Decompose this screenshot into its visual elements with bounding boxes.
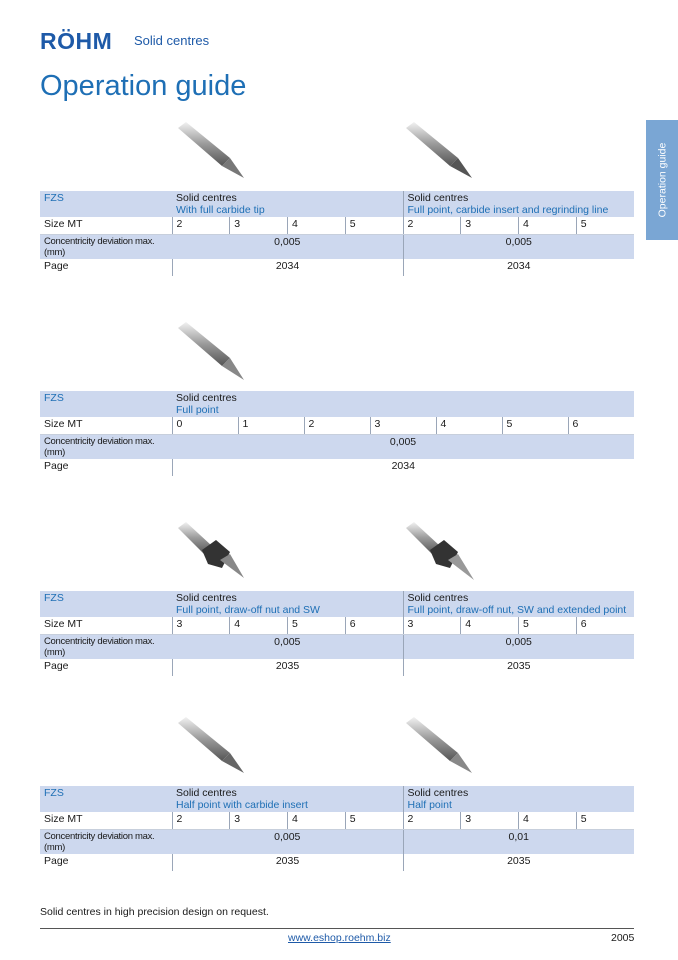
spec-table-4 [40, 786, 634, 871]
concentricity-value: 0,01 [403, 829, 634, 854]
group-title: Solid centres Half point [403, 786, 634, 812]
page-label: Page [40, 459, 172, 476]
size-cell: 6 [576, 617, 634, 634]
size-cell: 4 [436, 417, 502, 434]
page-ref[interactable]: 2034 [172, 459, 634, 476]
size-cell: 3 [172, 617, 230, 634]
size-label: Size MT [40, 417, 172, 434]
spec-table-1 [40, 191, 634, 276]
eshop-link[interactable]: www.eshop.roehm.biz [288, 932, 391, 944]
code-cell: FZS [40, 786, 172, 812]
page-ref[interactable]: 2034 [403, 259, 634, 276]
group-title: Solid centres Half point with carbide insert [172, 786, 403, 812]
page-title: Operation guide [40, 70, 247, 102]
concentricity-value: 0,005 [172, 434, 634, 459]
product-image-half-point-carbide [172, 715, 262, 785]
section-label: Solid centres [134, 33, 210, 48]
size-label: Size MT [40, 617, 172, 634]
spec-table-3 [40, 591, 634, 676]
concentricity-label: Concentricity deviation max. (mm) [40, 234, 172, 259]
size-cell: 3 [370, 417, 436, 434]
size-cell: 5 [345, 812, 403, 829]
concentricity-label: Concentricity deviation max. (mm) [40, 634, 172, 659]
page-label: Page [40, 659, 172, 676]
size-cell: 5 [576, 217, 634, 234]
size-cell: 4 [519, 217, 577, 234]
concentricity-value: 0,005 [172, 634, 403, 659]
group-title: Solid centres Full point [172, 391, 634, 417]
roehm-logo: RÖHM [40, 28, 113, 54]
size-label: Size MT [40, 812, 172, 829]
code-cell: FZS [40, 191, 172, 217]
page-ref[interactable]: 2034 [172, 259, 403, 276]
page-ref[interactable]: 2035 [172, 659, 403, 676]
page-ref[interactable]: 2035 [172, 854, 403, 871]
product-image-draw-off-nut [172, 520, 262, 590]
size-cell: 2 [304, 417, 370, 434]
size-cell: 6 [345, 617, 403, 634]
product-image-half-point [400, 715, 490, 785]
spec-table-2 [40, 391, 634, 476]
group-title: Solid centres With full carbide tip [172, 191, 403, 217]
size-cell: 3 [461, 217, 519, 234]
size-cell: 4 [288, 812, 346, 829]
product-image-full-point [172, 320, 262, 390]
product-image-full-point-regrinding [400, 120, 490, 190]
code-cell: FZS [40, 391, 172, 417]
size-cell: 3 [230, 812, 288, 829]
size-cell: 2 [172, 812, 230, 829]
size-cell: 3 [403, 617, 461, 634]
size-cell: 0 [172, 417, 238, 434]
page-ref[interactable]: 2035 [403, 854, 634, 871]
group-title: Solid centres Full point, draw-off nut, SW and extended point [403, 591, 634, 617]
product-image-full-carbide-tip [172, 120, 262, 190]
size-cell: 4 [519, 812, 577, 829]
page-ref[interactable]: 2035 [403, 659, 634, 676]
group-title: Solid centres Full point, draw-off nut and SW [172, 591, 403, 617]
size-cell: 4 [461, 617, 519, 634]
concentricity-value: 0,005 [172, 234, 403, 259]
size-cell: 5 [288, 617, 346, 634]
concentricity-label: Concentricity deviation max. (mm) [40, 434, 172, 459]
concentricity-value: 0,005 [403, 634, 634, 659]
concentricity-label: Concentricity deviation max. (mm) [40, 829, 172, 854]
size-cell: 6 [568, 417, 634, 434]
product-image-draw-off-nut-extended [400, 520, 490, 590]
size-cell: 3 [461, 812, 519, 829]
page-label: Page [40, 854, 172, 871]
page-number: 2005 [611, 932, 635, 944]
page-label: Page [40, 259, 172, 276]
size-cell: 5 [519, 617, 577, 634]
group-title: Solid centres Full point, carbide insert and regrinding line [403, 191, 634, 217]
size-cell: 4 [288, 217, 346, 234]
footer-divider [40, 928, 634, 929]
size-label: Size MT [40, 217, 172, 234]
size-cell: 2 [172, 217, 230, 234]
code-cell: FZS [40, 591, 172, 617]
size-cell: 5 [502, 417, 568, 434]
side-tab-label: Operation guide [656, 142, 669, 218]
size-cell: 1 [238, 417, 304, 434]
side-tab[interactable] [646, 120, 678, 240]
concentricity-value: 0,005 [403, 234, 634, 259]
concentricity-value: 0,005 [172, 829, 403, 854]
size-cell: 4 [230, 617, 288, 634]
size-cell: 2 [403, 812, 461, 829]
footnote: Solid centres in high precision design on request. [40, 906, 269, 918]
size-cell: 5 [576, 812, 634, 829]
size-cell: 2 [403, 217, 461, 234]
size-cell: 5 [345, 217, 403, 234]
size-cell: 3 [230, 217, 288, 234]
